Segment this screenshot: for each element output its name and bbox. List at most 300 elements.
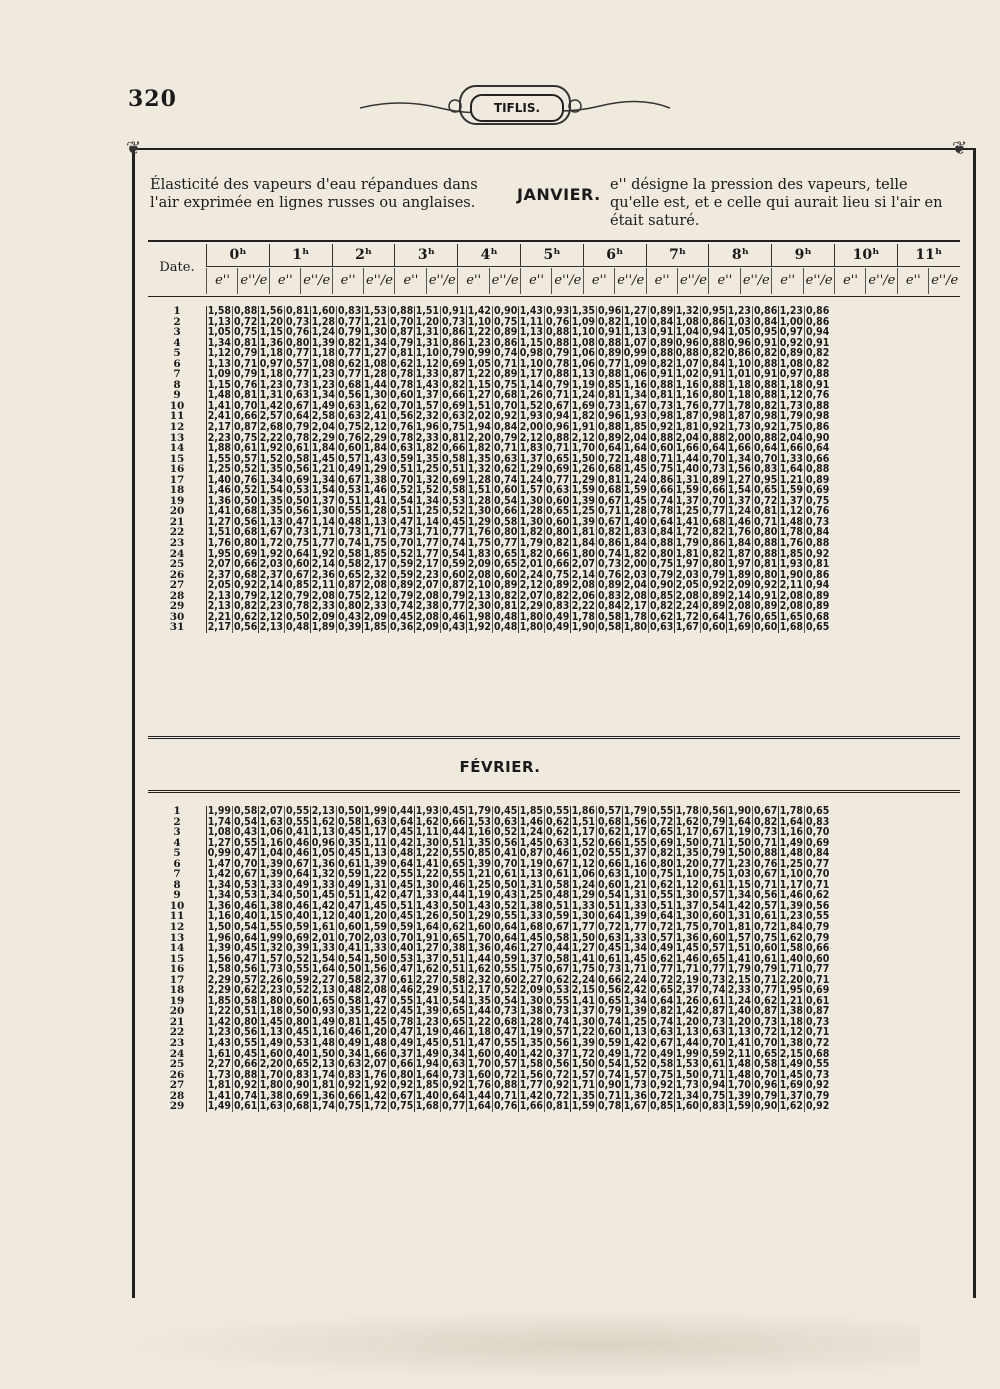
ratio-cell: 0,73	[806, 1015, 830, 1028]
pressure-cell: 1,57	[571, 1068, 595, 1081]
pressure-cell: 1,49	[311, 399, 335, 412]
pressure-cell: 1,78	[571, 610, 595, 623]
fevrier-table	[148, 806, 830, 1112]
pressure-cell: 1,35	[467, 994, 491, 1007]
ratio-cell: 0,58	[338, 994, 362, 1007]
ratio-cell: 0,77	[702, 505, 726, 518]
ratio-cell: 0,94	[546, 410, 570, 423]
ratio-cell: 0,64	[442, 1089, 466, 1102]
pressure-cell: 1,77	[311, 537, 335, 550]
ratio-cell: 0,65	[650, 984, 674, 997]
ratio-cell: 0,89	[650, 305, 674, 317]
ratio-cell: 0,68	[598, 484, 622, 497]
pressure-cell: 1,73	[207, 1068, 231, 1081]
ratio-cell: 0,57	[702, 942, 726, 955]
ratio-cell: 0,83	[598, 589, 622, 602]
pressure-cell: 1,87	[727, 547, 751, 560]
ratio-cell: 0,53	[546, 984, 570, 997]
ratio-cell: 0,46	[442, 878, 466, 891]
ratio-cell: 0,94	[702, 1079, 726, 1092]
pressure-cell: 1,42	[259, 399, 283, 412]
ratio-cell: 0,85	[650, 589, 674, 602]
pressure-cell: 0,99	[467, 347, 491, 360]
pressure-cell: 1,26	[675, 994, 699, 1007]
ratio-cell: 0,93	[546, 305, 570, 317]
ratio-cell: 0,60	[338, 442, 362, 455]
ratio-cell: 0,74	[598, 547, 622, 560]
date-cell: 24	[169, 1047, 185, 1060]
ratio-cell: 0,44	[442, 826, 466, 839]
ratio-cell: 0,64	[286, 410, 310, 423]
ratio-cell: 0,75	[806, 494, 830, 507]
pressure-cell: 1,92	[467, 621, 491, 634]
ratio-cell: 0,84	[806, 847, 830, 860]
pressure-cell: 1,45	[623, 952, 647, 965]
pressure-cell: 2,07	[519, 589, 543, 602]
ratio-cell: 0,86	[702, 315, 726, 328]
pressure-cell: 1,39	[207, 942, 231, 955]
pressure-cell: 1,51	[571, 815, 595, 828]
pressure-cell: 1,18	[259, 368, 283, 381]
pressure-cell: 1,45	[363, 899, 387, 912]
pressure-cell: 1,34	[259, 889, 283, 902]
ratio-cell: 0,49	[338, 878, 362, 891]
ratio-cell: 0,58	[650, 1058, 674, 1071]
ratio-cell: 0,71	[598, 505, 622, 518]
ratio-cell: 0,60	[286, 994, 310, 1007]
pressure-cell: 2,33	[415, 431, 439, 444]
ratio-cell: 0,46	[390, 984, 414, 997]
ratio-cell: 0,80	[234, 537, 258, 550]
ratio-cell: 0,74	[546, 1015, 570, 1028]
ratio-cell: 0,70	[806, 826, 830, 839]
ratio-cell: 0,54	[338, 952, 362, 965]
ratio-cell: 0,88	[754, 431, 778, 444]
date-cell: 16	[169, 963, 185, 976]
ratio-cell: 0,84	[754, 315, 778, 328]
pressure-cell: 1,45	[363, 1015, 387, 1028]
pressure-cell: 1,42	[623, 1037, 647, 1050]
ratio-cell: 0,54	[702, 899, 726, 912]
date-cell: 8	[173, 878, 181, 891]
ratio-cell: 0,39	[286, 942, 310, 955]
ratio-cell: 0,65	[754, 610, 778, 623]
pressure-cell: 1,81	[311, 1079, 335, 1092]
ratio-cell: 0,92	[234, 1079, 258, 1092]
pressure-cell: 1,80	[259, 1079, 283, 1092]
pressure-cell: 2,05	[207, 579, 231, 592]
pressure-cell: 1,34	[623, 994, 647, 1007]
ratio-cell: 0,88	[234, 1068, 258, 1081]
ratio-cell: 0,54	[234, 815, 258, 828]
ratio-subheader: e''/e	[677, 268, 709, 294]
pressure-cell: 2,23	[207, 431, 231, 444]
pressure-cell: 2,17	[207, 621, 231, 634]
ratio-cell: 0,89	[806, 589, 830, 602]
date-cell: 1	[173, 805, 181, 817]
pressure-cell: 2,08	[415, 589, 439, 602]
ratio-cell: 0,88	[806, 463, 830, 476]
date-cell: 31	[169, 621, 185, 634]
pressure-cell: 1,39	[259, 857, 283, 870]
pressure-cell: 1,43	[467, 899, 491, 912]
pressure-cell: 1,21	[311, 463, 335, 476]
pressure-cell: 1,44	[675, 1037, 699, 1050]
ratio-cell: 0,67	[234, 868, 258, 881]
pressure-cell: 1,39	[779, 899, 803, 912]
pressure-cell: 1,32	[415, 473, 439, 486]
ratio-subheader: e''/e	[300, 268, 332, 294]
ratio-cell: 0,70	[234, 857, 258, 870]
ratio-cell: 0,45	[442, 805, 466, 817]
ratio-cell: 0,62	[806, 889, 830, 902]
ratio-cell: 0,66	[546, 547, 570, 560]
ratio-cell: 0,64	[598, 442, 622, 455]
ratio-cell: 0,70	[390, 399, 414, 412]
ratio-cell: 0,87	[442, 579, 466, 592]
pressure-cell: 2,27	[311, 973, 335, 986]
ratio-cell: 0,74	[650, 494, 674, 507]
table-row	[148, 1101, 830, 1112]
pressure-cell: 1,30	[311, 505, 335, 518]
ratio-cell: 0,64	[390, 815, 414, 828]
pressure-cell: 1,66	[779, 442, 803, 455]
pressure-cell: 1,42	[311, 899, 335, 912]
pressure-cell: 1,12	[415, 357, 439, 370]
pressure-cell: 1,41	[415, 857, 439, 870]
ratio-cell: 0,52	[286, 984, 310, 997]
pressure-cell: 1,75	[519, 963, 543, 976]
ratio-cell: 0,73	[702, 973, 726, 986]
ratio-cell: 0,61	[338, 857, 362, 870]
ratio-cell: 0,64	[286, 547, 310, 560]
ratio-cell: 0,52	[442, 505, 466, 518]
ratio-cell: 0,52	[494, 984, 518, 997]
ratio-cell: 0,75	[754, 931, 778, 944]
ratio-cell: 0,50	[286, 610, 310, 623]
ratio-cell: 0,62	[546, 826, 570, 839]
pressure-cell: 1,37	[779, 1089, 803, 1102]
pressure-cell: 1,29	[467, 515, 491, 528]
pressure-cell: 1,84	[727, 537, 751, 550]
ratio-cell: 0,81	[286, 305, 310, 317]
ratio-cell: 0,88	[754, 847, 778, 860]
ratio-cell: 0,74	[494, 473, 518, 486]
ratio-cell: 0,80	[390, 1068, 414, 1081]
pressure-cell: 2,00	[727, 431, 751, 444]
pressure-cell: 1,13	[207, 357, 231, 370]
pressure-cell: 1,31	[259, 389, 283, 402]
pressure-cell: 0,89	[779, 347, 803, 360]
ratio-cell: 0,62	[598, 826, 622, 839]
ratio-cell: 0,87	[442, 368, 466, 381]
pressure-cell: 1,30	[675, 910, 699, 923]
pressure-cell: 1,39	[259, 868, 283, 881]
pressure-cell: 0,86	[727, 347, 751, 360]
date-cell: 12	[169, 421, 185, 434]
ratio-cell: 0,88	[390, 305, 414, 317]
hour-header: 0ʰ	[206, 244, 269, 266]
ratio-cell: 0,72	[234, 315, 258, 328]
pressure-cell: 1,49	[415, 1047, 439, 1060]
ratio-cell: 0,34	[442, 1047, 466, 1060]
pressure-cell: 1,04	[259, 847, 283, 860]
pressure-cell: 2,07	[259, 805, 283, 817]
pressure-cell: 1,50	[571, 452, 595, 465]
pressure-cell: 1,34	[259, 473, 283, 486]
pressure-cell: 2,03	[675, 568, 699, 581]
pressure-cell: 1,03	[727, 868, 751, 881]
ratio-cell: 0,41	[338, 942, 362, 955]
ratio-cell: 0,89	[702, 589, 726, 602]
ratio-cell: 0,60	[702, 931, 726, 944]
ratio-cell: 0,92	[650, 1079, 674, 1092]
pressure-cell: 1,69	[571, 399, 595, 412]
pressure-cell: 1,76	[467, 1079, 491, 1092]
pressure-cell: 1,33	[623, 931, 647, 944]
pressure-cell: 2,14	[727, 589, 751, 602]
pressure-cell: 1,08	[207, 826, 231, 839]
pressure-cell: 1,38	[519, 899, 543, 912]
ratio-cell: 0,89	[806, 473, 830, 486]
ratio-cell: 0,47	[390, 1026, 414, 1039]
pressure-cell: 1,29	[363, 463, 387, 476]
ratio-cell: 0,75	[494, 315, 518, 328]
pressure-cell: 1,62	[415, 815, 439, 828]
ratio-cell: 0,79	[338, 326, 362, 339]
date-cell: 16	[169, 463, 185, 476]
ratio-cell: 0,46	[494, 942, 518, 955]
pressure-cell: 1,06	[571, 357, 595, 370]
pressure-cell: 1,17	[519, 368, 543, 381]
pressure-cell: 0,88	[675, 347, 699, 360]
pressure-cell: 2,19	[675, 973, 699, 986]
ratio-cell: 0,67	[546, 963, 570, 976]
pressure-cell: 1,62	[311, 815, 335, 828]
ratio-cell: 0,65	[702, 952, 726, 965]
pressure-cell: 1,50	[571, 1058, 595, 1071]
ratio-cell: 0,81	[234, 389, 258, 402]
pressure-cell: 1,77	[623, 921, 647, 934]
date-cell: 3	[173, 326, 181, 339]
ratio-cell: 0,66	[806, 942, 830, 955]
ratio-cell: 0,72	[754, 494, 778, 507]
ratio-cell: 0,65	[442, 931, 466, 944]
pressure-cell: 2,13	[311, 1058, 335, 1071]
pressure-cell: 1,15	[519, 336, 543, 349]
pressure-cell: 1,16	[207, 910, 231, 923]
ratio-cell: 0,90	[754, 1100, 778, 1113]
ratio-cell: 0,67	[286, 857, 310, 870]
ratio-cell: 0,77	[754, 984, 778, 997]
pressure-cell: 1,34	[727, 889, 751, 902]
pressure-cell: 1,66	[363, 1047, 387, 1060]
ratio-cell: 0,70	[702, 1037, 726, 1050]
ratio-cell: 0,67	[754, 868, 778, 881]
ratio-cell: 0,60	[442, 568, 466, 581]
ratio-cell: 0,83	[338, 305, 362, 317]
pressure-cell: 1,95	[779, 984, 803, 997]
ratio-cell: 0,71	[806, 973, 830, 986]
ratio-cell: 0,53	[286, 1037, 310, 1050]
pressure-cell: 1,30	[415, 836, 439, 849]
pressure-cell: 1,62	[675, 815, 699, 828]
pressure-cell: 2,32	[467, 973, 491, 986]
pressure-cell: 1,11	[363, 836, 387, 849]
ratio-cell: 0,55	[650, 805, 674, 817]
pressure-cell: 1,41	[415, 994, 439, 1007]
ratio-cell: 0,51	[390, 899, 414, 912]
pressure-cell: 1,37	[779, 494, 803, 507]
ratio-cell: 0,60	[494, 568, 518, 581]
pressure-cell: 2,27	[519, 973, 543, 986]
pressure-cell: 2,08	[779, 600, 803, 613]
ratio-cell: 0,91	[806, 336, 830, 349]
pressure-cell: 1,62	[415, 963, 439, 976]
pressure-cell: 1,78	[623, 610, 647, 623]
ratio-cell: 0,70	[754, 1068, 778, 1081]
pressure-cell: 1,13	[363, 515, 387, 528]
pressure-cell: 1,67	[259, 526, 283, 539]
ratio-subheader: e''/e	[363, 268, 395, 294]
ratio-cell: 0,91	[650, 368, 674, 381]
pressure-cell: 1,30	[571, 910, 595, 923]
pressure-cell: 1,80	[259, 994, 283, 1007]
ratio-cell: 0,65	[598, 994, 622, 1007]
pressure-cell: 1,37	[519, 452, 543, 465]
hour-header: 11ʰ	[897, 244, 960, 266]
ratio-cell: 0,51	[338, 494, 362, 507]
pressure-cell: 1,58	[779, 942, 803, 955]
pressure-cell: 1,43	[415, 899, 439, 912]
ratio-cell: 0,61	[390, 973, 414, 986]
ratio-cell: 0,57	[702, 889, 726, 902]
ratio-cell: 0,96	[754, 1079, 778, 1092]
pressure-cell: 1,30	[519, 515, 543, 528]
pressure-cell: 1,35	[259, 505, 283, 518]
ratio-cell: 0,82	[650, 600, 674, 613]
pressure-cell: 1,39	[623, 910, 647, 923]
ratio-cell: 0,92	[390, 1079, 414, 1092]
pressure-cell: 2,29	[415, 984, 439, 997]
pressure-cell: 1,10	[779, 868, 803, 881]
ratio-cell: 0,68	[234, 526, 258, 539]
ratio-cell: 0,40	[390, 942, 414, 955]
pressure-cell: 1,12	[571, 857, 595, 870]
ratio-cell: 0,72	[806, 1037, 830, 1050]
ratio-cell: 0,98	[806, 410, 830, 423]
pressure-cell: 1,10	[467, 315, 491, 328]
ratio-cell: 0,84	[494, 421, 518, 434]
ratio-cell: 0,88	[546, 368, 570, 381]
pressure-cell: 1,64	[415, 1068, 439, 1081]
pressure-cell: 1,35	[415, 452, 439, 465]
ratio-cell: 0,64	[806, 442, 830, 455]
pressure-cell: 1,79	[727, 963, 751, 976]
pressure-cell: 1,20	[675, 857, 699, 870]
pressure-cell: 2,03	[363, 931, 387, 944]
ratio-cell: 0,69	[286, 1089, 310, 1102]
pressure-cell: 1,66	[727, 442, 751, 455]
pressure-cell: 2,12	[519, 431, 543, 444]
pressure-cell: 1,40	[779, 952, 803, 965]
ratio-cell: 0,84	[702, 357, 726, 370]
pressure-cell: 1,21	[623, 878, 647, 891]
pressure-cell: 2,37	[675, 984, 699, 997]
pressure-cell: 1,35	[467, 452, 491, 465]
ratio-cell: 0,53	[390, 952, 414, 965]
ratio-cell: 0,55	[494, 1037, 518, 1050]
ratio-cell: 0,71	[494, 442, 518, 455]
date-cell: 14	[169, 442, 185, 455]
pressure-cell: 1,49	[311, 1015, 335, 1028]
pressure-cell: 1,23	[311, 378, 335, 391]
ratio-cell: 0,56	[234, 963, 258, 976]
date-cell: 11	[169, 410, 185, 423]
ratio-cell: 0,78	[286, 431, 310, 444]
pressure-cell: 1,88	[207, 442, 231, 455]
pressure-cell: 1,42	[675, 1005, 699, 1018]
ratio-cell: 0,95	[754, 326, 778, 339]
date-cell: 20	[169, 1005, 185, 1018]
pressure-cell: 1,40	[727, 1005, 751, 1018]
pressure-cell: 1,91	[415, 931, 439, 944]
pressure-cell: 2,09	[311, 610, 335, 623]
pressure-cell: 1,45	[519, 931, 543, 944]
pressure-cell: 1,08	[363, 357, 387, 370]
pressure-cell: 1,71	[363, 526, 387, 539]
pressure-cell: 1,93	[779, 558, 803, 571]
ratio-cell: 0,55	[390, 994, 414, 1007]
pressure-cell: 1,48	[207, 389, 231, 402]
pressure-cell: 1,84	[571, 537, 595, 550]
ratio-cell: 0,66	[598, 973, 622, 986]
pressure-cell: 1,15	[259, 910, 283, 923]
ratio-cell: 0,48	[338, 984, 362, 997]
ratio-cell: 0,67	[286, 568, 310, 581]
pressure-cell: 1,85	[207, 994, 231, 1007]
pressure-cell: 1,29	[467, 910, 491, 923]
ratio-cell: 0,88	[754, 357, 778, 370]
ratio-cell: 0,73	[754, 826, 778, 839]
pressure-cell: 1,76	[727, 610, 751, 623]
date-cell: 5	[173, 347, 181, 360]
pressure-cell: 1,06	[571, 868, 595, 881]
ratio-cell: 0,47	[338, 899, 362, 912]
pressure-cell: 1,80	[623, 621, 647, 634]
pressure-cell: 1,33	[415, 368, 439, 381]
ratio-cell: 0,79	[598, 1005, 622, 1018]
ratio-cell: 0,80	[494, 526, 518, 539]
pressure-cell: 1,51	[727, 942, 751, 955]
ratio-cell: 0,56	[754, 889, 778, 902]
pressure-cell: 1,19	[519, 1026, 543, 1039]
pressure-cell: 1,33	[623, 899, 647, 912]
ratio-cell: 0,51	[442, 963, 466, 976]
pressure-cell: 1,84	[363, 442, 387, 455]
ratio-cell: 0,45	[598, 942, 622, 955]
pressure-cell: 1,49	[259, 1037, 283, 1050]
pressure-cell: 1,23	[415, 1015, 439, 1028]
pressure-cell: 1,18	[727, 389, 751, 402]
pressure-cell: 1,12	[311, 910, 335, 923]
pressure-cell: 1,72	[571, 1047, 595, 1060]
ratio-cell: 0,73	[598, 399, 622, 412]
pressure-cell: 1,06	[571, 347, 595, 360]
ratio-cell: 0,88	[650, 431, 674, 444]
ratio-cell: 0,88	[234, 305, 258, 317]
pressure-cell: 1,81	[207, 1079, 231, 1092]
